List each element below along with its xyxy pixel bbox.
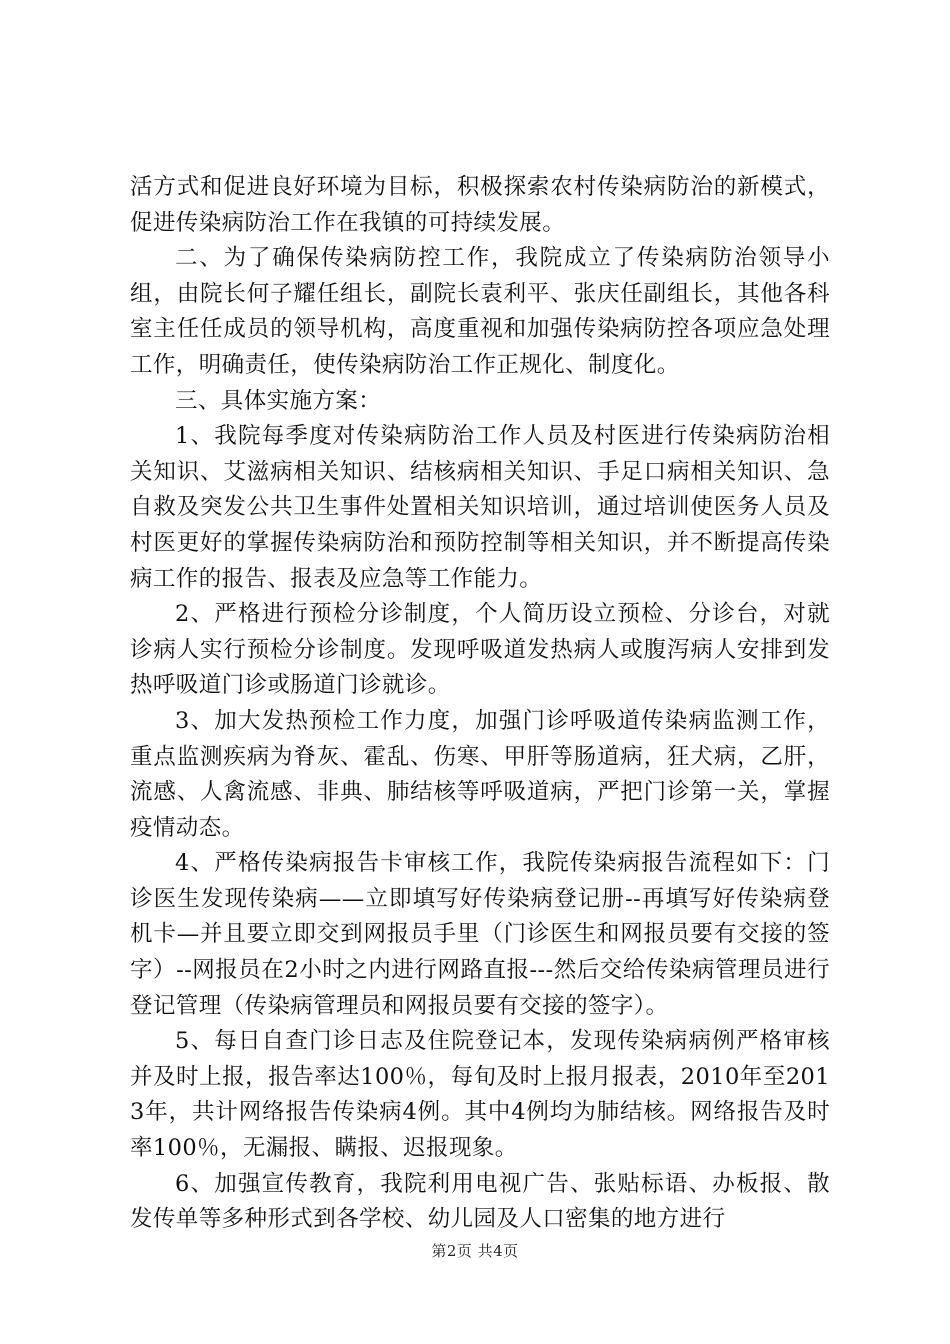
document-body: [130, 170, 830, 1238]
page-number-label: 第2页 共4页: [431, 1242, 519, 1260]
paragraph-item-1: 1、我院每季度对传染病防治工作人员及村医进行传染病防治相关知识、艾滋病相关知识、结核病相关知识、手足口病相关知识、急自救及突发公共卫生事件处置相关知识培训，通过培训使医务人员及村医更好的掌握传染病防治和预防控制等相关知识，并不断提高传染病工作的报告、报表及应急等工作能力。: [130, 423, 830, 592]
paragraph-item-4: 4、严格传染病报告卡审核工作，我院传染病报告流程如下：门诊医生发现传染病——立即填写好传染病登记册--再填写好传染病登机卡—并且要立即交到网报员手里（门诊医生和网报员要有交接的签字）--网报员在2小时之内进行网路直报---然后交给传染病管理员进行登记管理（传染病管理员和网报员要有交接的签字）。: [130, 850, 830, 1019]
paragraph-item-5: 5、每日自查门诊日志及住院登记本，发现传染病病例严格审核并及时上报，报告率达100％，每旬及时上报月报表，2010年至2013年，共计网络报告传染病4例。其中4例均为肺结核。网络报告及时率100％，无漏报、瞒报、迟报现象。: [130, 1028, 830, 1162]
paragraph-item-6: 6、加强宣传教育，我院利用电视广告、张贴标语、办板报、散发传单等多种形式到各学校、幼儿园及人口密集的地方进行: [130, 1170, 830, 1233]
paragraph-item-2: 2、严格进行预检分诊制度，个人简历设立预检、分诊台，对就诊病人实行预检分诊制度。发现呼吸道发热病人或腹泻病人安排到发热呼吸道门诊或肠道门诊就诊。: [130, 601, 830, 699]
paragraph-section-two: 二、为了确保传染病防控工作，我院成立了传染病防治领导小组，由院长何子耀任组长，副院长袁利平、张庆任副组长，其他各科室主任任成员的领导机构，高度重视和加强传染病防控各项应急处理工作，明确责任，使传染病防治工作正规化、制度化。: [130, 245, 830, 378]
paragraph-item-3: 3、加大发热预检工作力度，加强门诊呼吸道传染病监测工作，重点监测疾病为脊灰、霍乱、伤寒、甲肝等肠道病，狂犬病，乙肝，流感、人禽流感、非典、肺结核等呼吸道病，严把门诊第一关，掌握疫情动态。: [130, 707, 830, 841]
paragraph-continuation: 活方式和促进良好环境为目标，积极探索农村传染病防治的新模式，促进传染病防治工作在我镇的可持续发展。: [130, 174, 830, 236]
paragraph-section-three-heading: 三、具体实施方案：: [175, 387, 382, 414]
page-footer: [0, 1240, 950, 1261]
